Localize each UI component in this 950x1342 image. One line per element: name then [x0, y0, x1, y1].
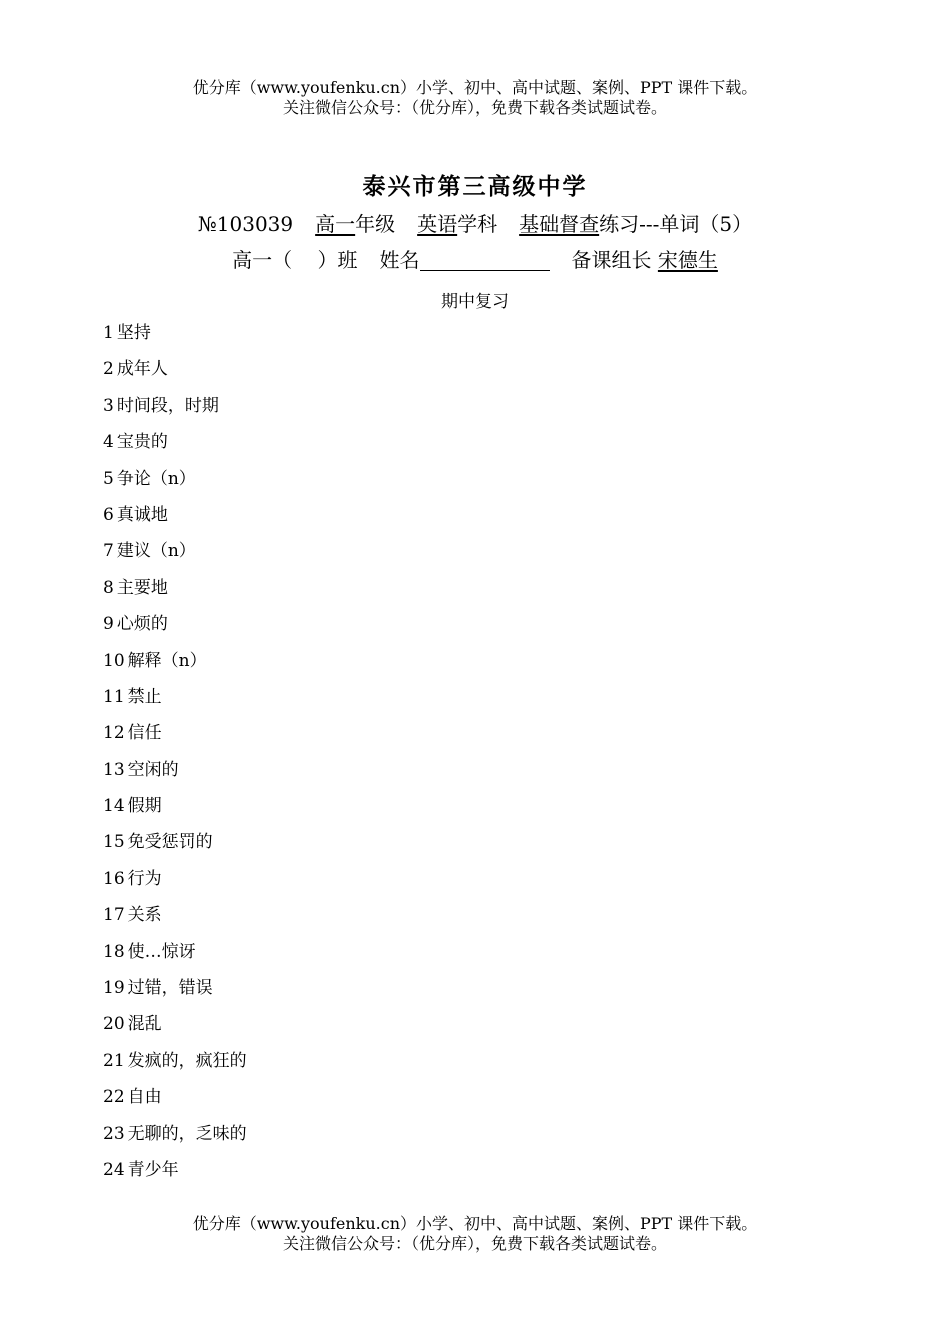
- leader-name: 宋德生: [657, 248, 718, 272]
- vocabulary-item: [103, 539, 247, 575]
- vocabulary-item-number: 6: [103, 504, 114, 525]
- subject-suffix: 学科: [457, 212, 498, 236]
- vocabulary-item-text: 解释（n）: [127, 650, 207, 671]
- footer-banner-line2: 关注微信公众号：（优分库），免费下载各类试题试卷。: [282, 1234, 667, 1253]
- vocabulary-item: [103, 612, 247, 648]
- leader-label: 备课组长: [571, 248, 652, 272]
- vocabulary-item-text: 混乱: [127, 1014, 162, 1035]
- vocabulary-item-number: 2: [103, 359, 114, 380]
- vocabulary-item-text: 青少年: [127, 1159, 179, 1180]
- vocabulary-item: [103, 940, 247, 976]
- vocabulary-item-number: 13: [103, 759, 125, 780]
- vocabulary-item: [103, 1122, 247, 1158]
- vocabulary-item: [103, 758, 247, 794]
- vocabulary-item-number: 10: [103, 650, 125, 671]
- vocabulary-item-number: 20: [103, 1014, 125, 1035]
- vocabulary-item-text: 关系: [127, 905, 162, 926]
- vocabulary-item-text: 建议（n）: [116, 541, 196, 562]
- vocabulary-item: [103, 794, 247, 830]
- vocabulary-item-text: 坚持: [116, 323, 151, 343]
- vocabulary-item-number: 21: [103, 1050, 125, 1071]
- vocabulary-item: [103, 903, 247, 939]
- vocabulary-item: [103, 685, 247, 721]
- vocabulary-item-number: 15: [103, 832, 125, 853]
- header-banner: [0, 78, 950, 118]
- vocabulary-list: [103, 321, 247, 1194]
- vocabulary-item-number: 9: [103, 614, 114, 635]
- vocabulary-item-text: 主要地: [116, 577, 168, 598]
- vocabulary-item-text: 无聊的，乏味的: [127, 1123, 247, 1144]
- vocabulary-item-text: 争论（n）: [116, 468, 196, 489]
- vocabulary-item-number: 3: [103, 395, 114, 416]
- school-name: 泰兴市第三高级中学: [362, 174, 588, 200]
- name-label: 姓名: [379, 248, 420, 272]
- vocabulary-item-text: 免受惩罚的: [127, 832, 213, 853]
- vocabulary-item-number: 11: [103, 686, 125, 707]
- vocabulary-item: [103, 467, 247, 503]
- name-blank[interactable]: [420, 250, 550, 271]
- vocabulary-item: [103, 867, 247, 903]
- vocabulary-item: [103, 1049, 247, 1085]
- student-info-line: [0, 244, 950, 273]
- vocabulary-item: [103, 649, 247, 685]
- exercise-title: 练习---单词（5）: [599, 212, 753, 236]
- worksheet-info-line: [0, 208, 950, 237]
- vocabulary-item: [103, 430, 247, 466]
- vocabulary-item-text: 心烦的: [116, 614, 168, 635]
- header-banner-line1: 优分库（www.youfenku.cn）小学、初中、高中试题、案例、PPT 课件下载。: [192, 78, 758, 97]
- vocabulary-item-text: 宝贵的: [116, 432, 168, 453]
- exercise-type: 基础督查: [519, 212, 600, 236]
- header-banner-line2: 关注微信公众号：（优分库），免费下载各类试题试卷。: [282, 98, 667, 117]
- vocabulary-item-number: 19: [103, 978, 125, 999]
- vocabulary-item-text: 过错，错误: [127, 978, 213, 999]
- footer-banner-line1: 优分库（www.youfenku.cn）小学、初中、高中试题、案例、PPT 课件下载。: [192, 1214, 758, 1233]
- vocabulary-item-text: 使…惊讶: [127, 941, 196, 962]
- vocabulary-item-text: 自由: [127, 1087, 162, 1108]
- vocabulary-item-text: 禁止: [127, 686, 162, 707]
- section-subtitle: 期中复习: [441, 292, 509, 312]
- subject-value: 英语: [417, 212, 458, 236]
- vocabulary-item-number: 5: [103, 468, 114, 489]
- vocabulary-item-number: 8: [103, 577, 114, 598]
- vocabulary-item-number: 14: [103, 796, 125, 817]
- vocabulary-item: [103, 830, 247, 866]
- vocabulary-item: [103, 576, 247, 612]
- vocabulary-item-text: 空闲的: [127, 759, 179, 780]
- vocabulary-item-number: 12: [103, 723, 125, 744]
- worksheet-number: №103039: [197, 212, 294, 236]
- vocabulary-item-number: 4: [103, 432, 114, 453]
- vocabulary-item-text: 行为: [127, 868, 162, 889]
- vocabulary-item-number: 18: [103, 941, 125, 962]
- vocabulary-item: [103, 357, 247, 393]
- footer-banner: [0, 1214, 950, 1254]
- vocabulary-item: [103, 394, 247, 430]
- vocabulary-item: [103, 721, 247, 757]
- grade-suffix: 年级: [355, 212, 396, 236]
- vocabulary-item-text: 假期: [127, 796, 162, 817]
- vocabulary-item-number: 23: [103, 1123, 125, 1144]
- class-label: 高一（ ）班: [232, 248, 358, 272]
- vocabulary-item-text: 真诚地: [116, 504, 168, 525]
- vocabulary-item-text: 成年人: [116, 359, 168, 380]
- grade-value: 高一: [315, 212, 356, 236]
- vocabulary-item-number: 22: [103, 1087, 125, 1108]
- vocabulary-item-text: 发疯的，疯狂的: [127, 1050, 247, 1071]
- vocabulary-item-number: 1: [103, 323, 114, 343]
- vocabulary-item: [103, 1012, 247, 1048]
- vocabulary-item-text: 时间段，时期: [116, 395, 219, 416]
- vocabulary-item-number: 17: [103, 905, 125, 926]
- vocabulary-item: [103, 503, 247, 539]
- vocabulary-item: [103, 1085, 247, 1121]
- vocabulary-item-number: 16: [103, 868, 125, 889]
- vocabulary-item-text: 信任: [127, 723, 162, 744]
- vocabulary-item: [103, 1158, 247, 1194]
- vocabulary-item: [103, 976, 247, 1012]
- vocabulary-item-number: 24: [103, 1159, 125, 1180]
- vocabulary-item: [103, 321, 247, 357]
- vocabulary-item-number: 7: [103, 541, 114, 562]
